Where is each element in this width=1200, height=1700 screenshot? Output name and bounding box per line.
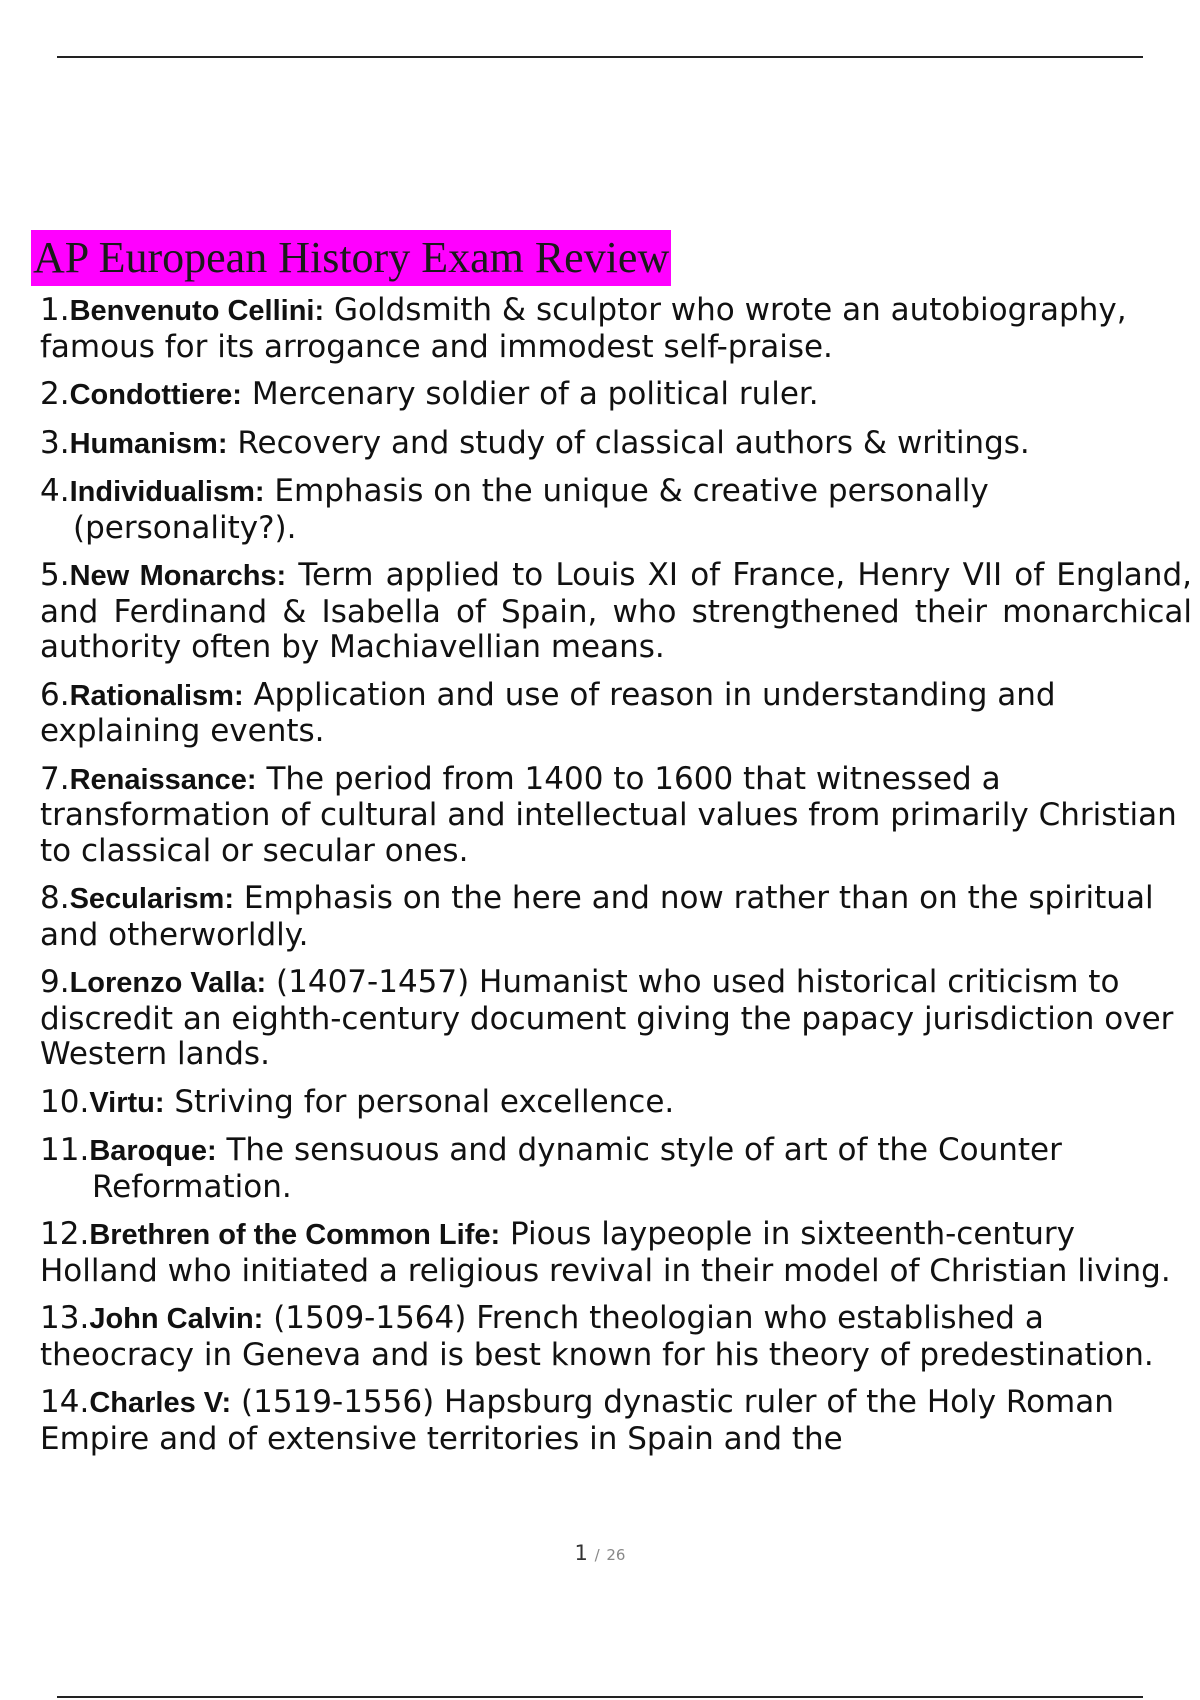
- item-definition: The period from 1400 to 1600 that witnessed a transformation of cultural and intellectual values from primarily Christian to classical or secular ones.: [40, 760, 1177, 869]
- current-page: 1: [574, 1541, 588, 1565]
- list-item: [40, 678, 1192, 750]
- item-number: 13.: [40, 1300, 90, 1336]
- item-number: 1.: [40, 292, 70, 328]
- item-number: 14.: [40, 1384, 90, 1420]
- item-definition: (1509-1564) French theologian who established a theocracy in Geneva and is best known for his theory of predestination.: [40, 1300, 1154, 1373]
- item-term: Charles V:: [89, 1387, 232, 1419]
- item-number: 12.: [40, 1216, 90, 1252]
- footer-rule: [57, 1696, 1143, 1698]
- item-term: New Monarchs:: [69, 560, 287, 592]
- list-item: [40, 762, 1192, 870]
- item-definition: Emphasis on the here and now rather than on the spiritual and otherworldly.: [40, 880, 1154, 953]
- page-separator: /: [594, 1546, 600, 1564]
- item-definition: (1407-1457) Humanist who used historical criticism to discredit an eighth-century document giving the papacy jurisdiction over Western lands.: [40, 964, 1174, 1072]
- item-definition: Pious laypeople in sixteenth-century Holland who initiated a religious revival in their model of Christian living.: [40, 1216, 1171, 1289]
- item-number: 5.: [40, 557, 70, 593]
- list-item: [40, 965, 1192, 1073]
- item-term: Rationalism:: [69, 679, 244, 712]
- item-term: Individualism:: [69, 476, 265, 508]
- item-term: Virtu:: [89, 1086, 165, 1119]
- term-list: [40, 293, 1192, 1469]
- list-item: [40, 293, 1192, 365]
- item-definition: The sensuous and dynamic style of art of the Counter Reformation.: [92, 1132, 1062, 1205]
- item-number: 6.: [40, 676, 70, 713]
- list-item: [40, 881, 1192, 953]
- page-indicator: [0, 1541, 1200, 1565]
- list-item: [40, 1085, 1192, 1122]
- item-number: 4.: [40, 473, 70, 509]
- item-term: Lorenzo Valla:: [69, 967, 267, 999]
- item-term: Benvenuto Cellini:: [69, 295, 325, 327]
- item-number: 10.: [40, 1083, 90, 1120]
- item-number: 7.: [40, 760, 70, 797]
- item-definition: Striving for personal excellence.: [174, 1083, 675, 1120]
- list-item: [40, 1133, 1192, 1205]
- item-number: 3.: [40, 424, 70, 461]
- item-definition: Mercenary soldier of a political ruler.: [251, 376, 819, 412]
- item-definition: Goldsmith & sculptor who wrote an autobiography, famous for its arrogance and immodest self-praise.: [40, 292, 1127, 365]
- item-number: 9.: [40, 964, 70, 1000]
- page-title: AP European History Exam Review: [31, 230, 671, 286]
- item-definition: Term applied to Louis XI of France, Henry VII of England, and Ferdinand & Isabella of Spain, who strengthened their monarchical authority often by Machiavellian means.: [40, 557, 1192, 665]
- list-item: [40, 558, 1192, 666]
- item-definition: Emphasis on the unique & creative personally (personality?).: [73, 473, 989, 546]
- item-definition: (1519-1556) Hapsburg dynastic ruler of the Holy Roman Empire and of extensive territories in Spain and the: [40, 1384, 1114, 1457]
- list-item: [40, 377, 1192, 414]
- item-term: Renaissance:: [69, 763, 257, 796]
- item-number: 8.: [40, 880, 70, 916]
- item-term: Brethren of the Common Life:: [89, 1219, 501, 1251]
- list-item: [40, 1385, 1192, 1457]
- item-term: Humanism:: [69, 427, 228, 460]
- item-number: 11.: [40, 1132, 90, 1168]
- header-rule: [57, 56, 1143, 58]
- item-term: Condottiere:: [69, 379, 242, 411]
- item-definition: Application and use of reason in understanding and explaining events.: [40, 676, 1056, 749]
- item-term: John Calvin:: [89, 1303, 264, 1335]
- item-term: Baroque:: [89, 1135, 217, 1167]
- list-item: [40, 1217, 1192, 1289]
- list-item: [40, 1301, 1192, 1373]
- list-item: [40, 474, 1192, 546]
- total-pages: 26: [606, 1546, 626, 1564]
- item-definition: Recovery and study of classical authors & writings.: [237, 424, 1030, 461]
- item-term: Secularism:: [69, 883, 234, 915]
- list-item: [40, 426, 1192, 463]
- item-number: 2.: [40, 376, 70, 412]
